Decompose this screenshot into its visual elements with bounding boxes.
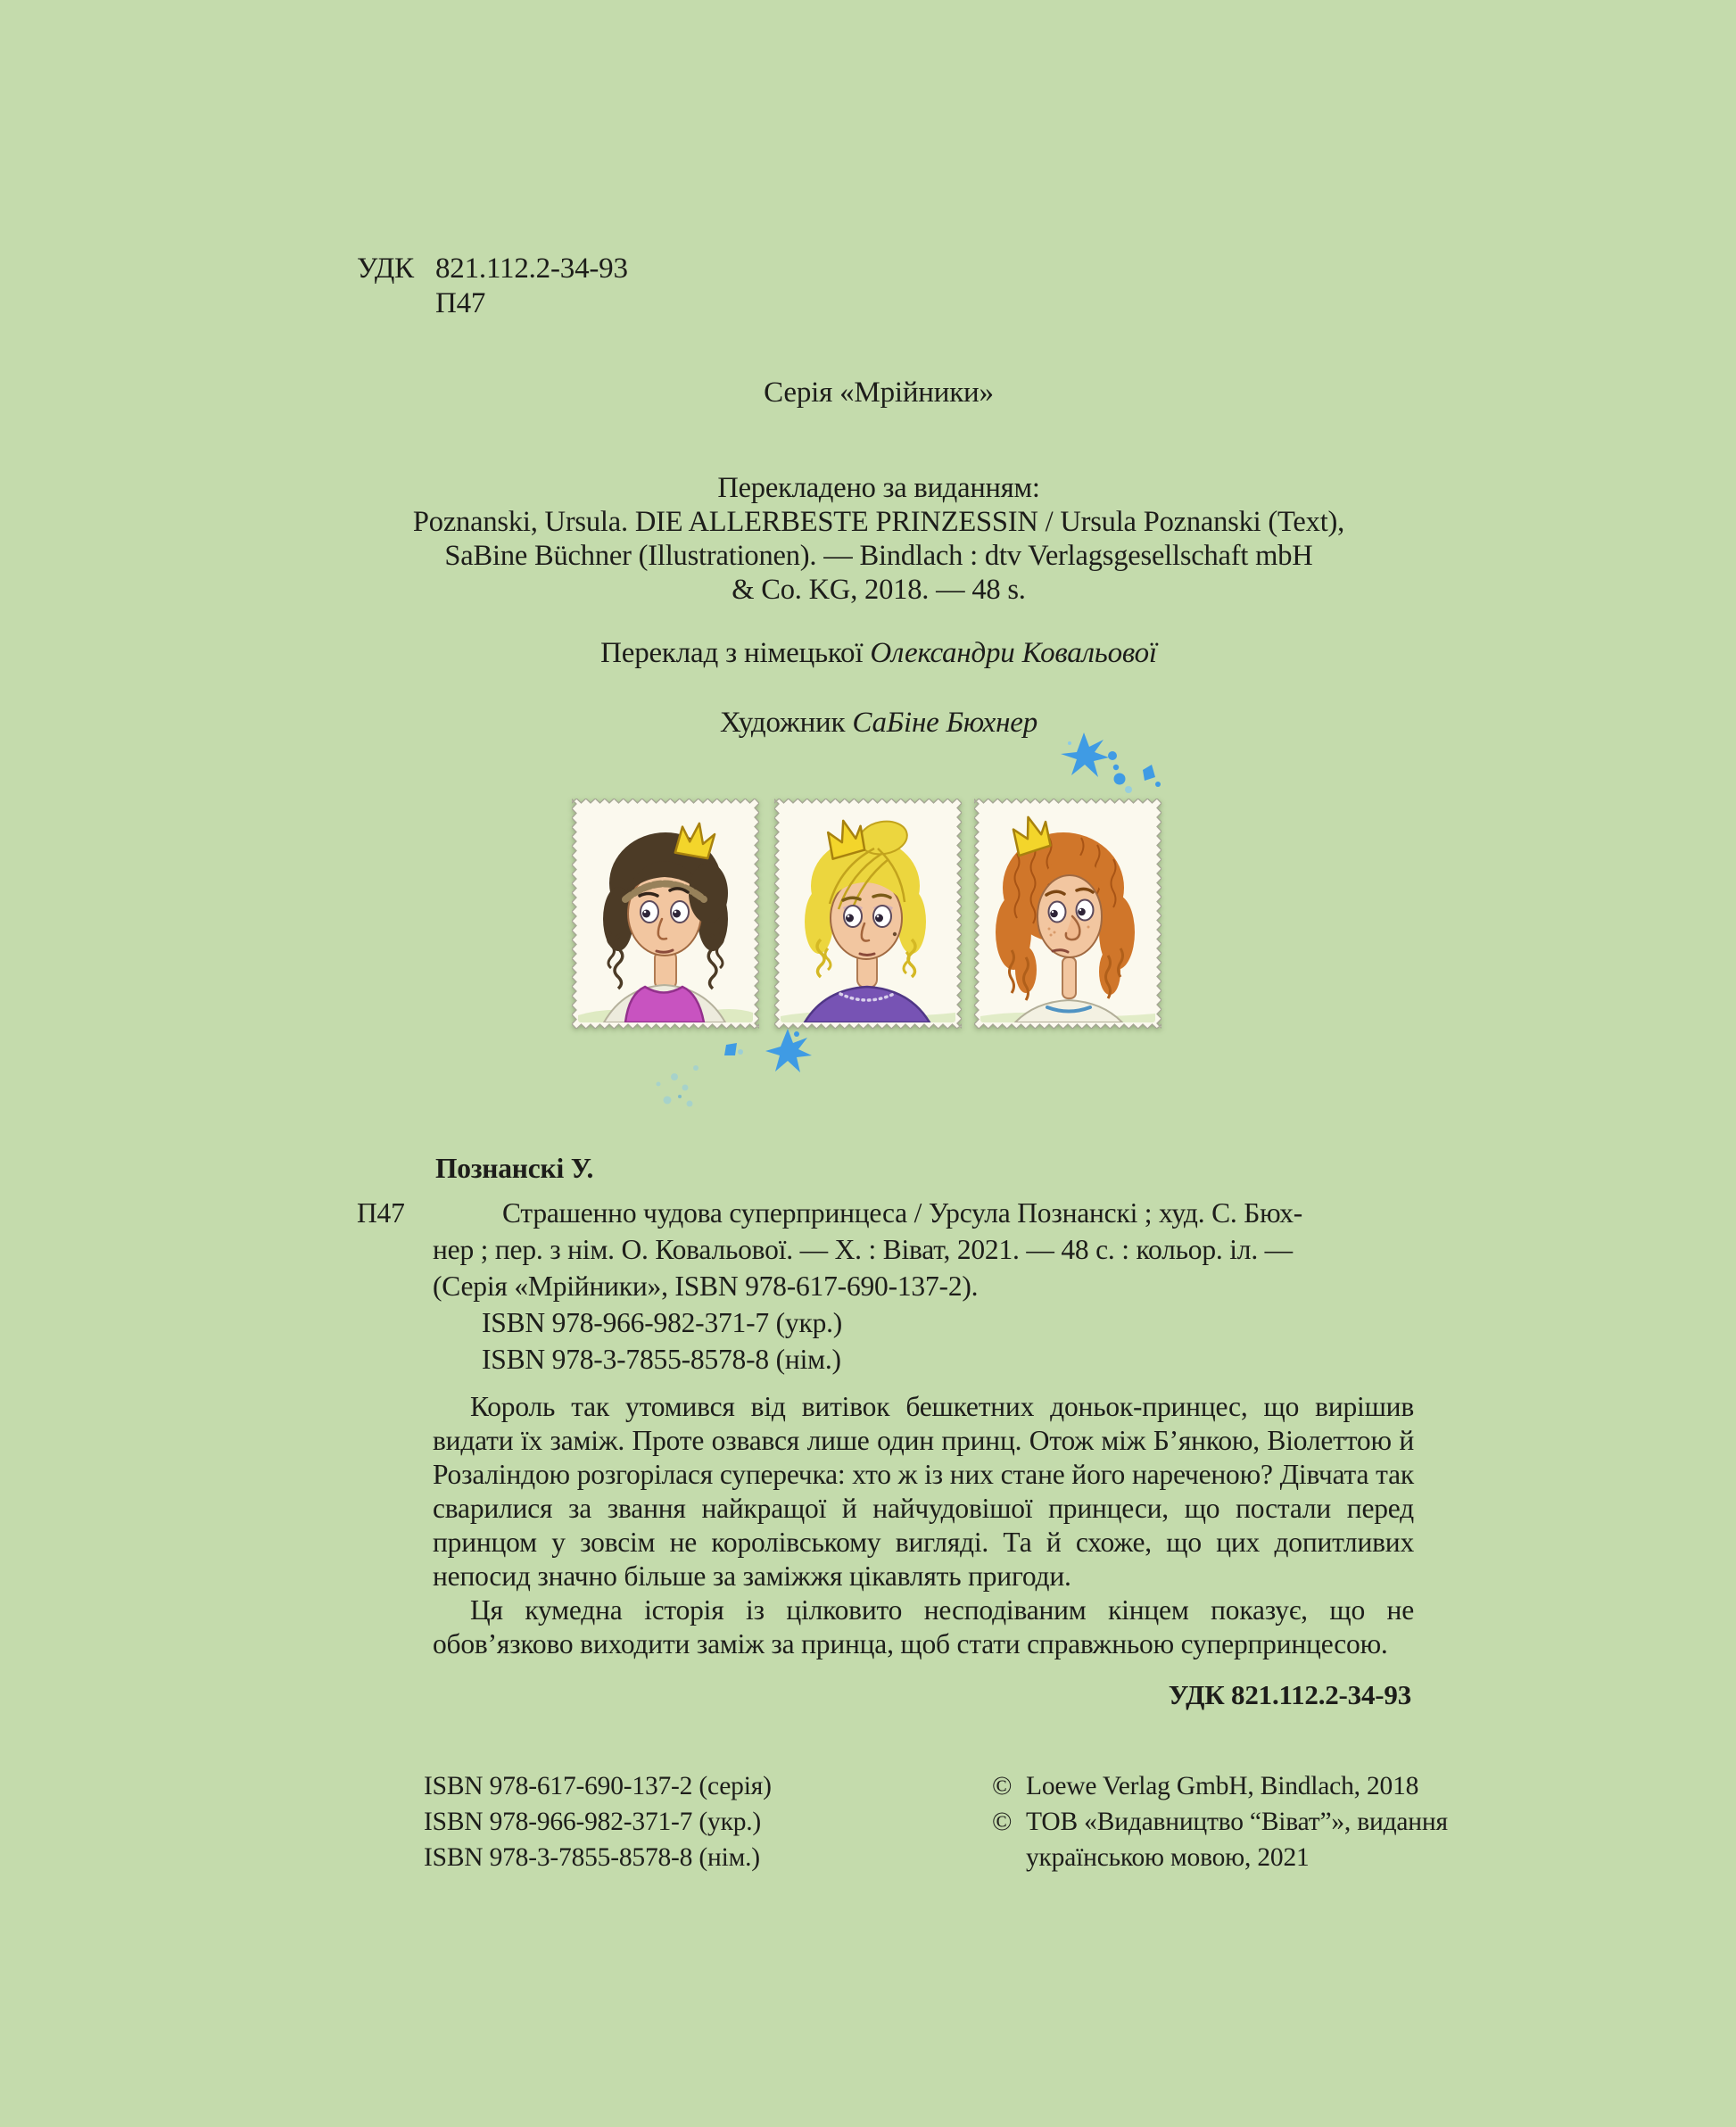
card-line: (Серія «Мрійники», ISBN 978-617-690-137-2). (433, 1270, 979, 1302)
translation-source (359, 471, 1399, 607)
beauty-mark (893, 932, 897, 936)
artist-prefix: Художник (719, 707, 846, 739)
udc-classification (357, 252, 628, 321)
stamp-princess-redhead (974, 799, 1161, 1029)
neck (1062, 957, 1076, 998)
translator-credit (359, 637, 1399, 670)
card-author: Познанскі У. (435, 1153, 594, 1184)
card-author-code: П47 (357, 1197, 405, 1229)
paint-splatter-top (1057, 727, 1173, 803)
udc-line (357, 252, 628, 286)
translator-name: Олександри Ковальової (870, 637, 1157, 669)
card-isbn-line: ISBN 978-3-7855-8578-8 (нім.) (482, 1344, 841, 1375)
artist-credit (359, 707, 1399, 740)
copyright-entry (992, 1768, 1448, 1804)
paint-splatter-bottom (641, 1022, 819, 1120)
copyright-text: ТОВ «Видавництво “Віват”», видання українською мовою, 2021 (1026, 1808, 1448, 1872)
copyright-block (992, 1768, 1448, 1875)
stamp-princess-blonde (774, 799, 962, 1029)
annotation-paragraph: Король так утомився від витівок бешкетних доньок-принцес, що вирішив видати їх заміж. Проте озвався лише один принц. Отож між Б’янкою, Віолеттою й Розаліндою розгорілася суперечка: хто ж із них стане його нареченою? Дівчата так сварилися за звання найкращої й найчудовішої принцеси, що постали перед принцом у зовсім не королівському вигляді. Та й схоже, що цих допитливих непосид значно більше за заміжжя цікавлять пригоди. (433, 1391, 1414, 1592)
source-line: Poznanski, Ursula. DIE ALLERBESTE PRINZESSIN / Ursula Poznanski (Text), (412, 506, 1345, 538)
copyright-entry (992, 1804, 1448, 1875)
copyright-symbol: © (992, 1808, 1013, 1836)
series-name: Серія «Мрійники» (764, 377, 994, 409)
author-code: П47 (435, 287, 486, 319)
isbn-line: ISBN 978-3-7855-8578-8 (нім.) (424, 1843, 760, 1872)
copyright-symbol: © (992, 1772, 1013, 1800)
footer-isbn-block (424, 1768, 772, 1875)
source-heading: Перекладено за виданням: (717, 472, 1040, 504)
udc-bottom: УДК 821.112.2-34-93 (1168, 1679, 1411, 1710)
stamp-princess-brunette (572, 799, 759, 1029)
isbn-line: ISBN 978-617-690-137-2 (серія) (424, 1772, 772, 1800)
isbn-line: ISBN 978-966-982-371-7 (укр.) (424, 1808, 762, 1836)
udc-label: УДК (357, 252, 414, 285)
card-isbn-line: ISBN 978-966-982-371-7 (укр.) (482, 1307, 843, 1338)
annotation-paragraph: Ця кумедна історія із цілковито несподіваним кінцем показує, що не обов’язково виходити заміж за принца, щоб стати справжньою суперпринцесою. (433, 1594, 1414, 1659)
translator-prefix: Переклад з німецької (600, 637, 864, 669)
faint-splatter (657, 1065, 699, 1107)
source-line: SaBine Büchner (Illustrationen). — Bindlach : dtv Verlagsgesellschaft mbH (444, 540, 1313, 572)
udc-value: 821.112.2-34-93 (435, 252, 628, 285)
artist-name: СаБіне Бюхнер (852, 707, 1038, 739)
source-line: & Co. KG, 2018. — 48 s. (732, 574, 1026, 606)
card-line: нер ; пер. з нім. О. Ковальової. — Х. : Віват, 2021. — 48 с. : кольор. іл. — (433, 1234, 1293, 1265)
annotation (433, 1390, 1414, 1661)
copyright-text: Loewe Verlag GmbH, Bindlach, 2018 (1026, 1772, 1419, 1800)
mouth (860, 954, 874, 956)
card-line: Страшенно чудова суперпринцеса / Урсула Познанскі ; худ. С. Бюх- (502, 1197, 1303, 1229)
